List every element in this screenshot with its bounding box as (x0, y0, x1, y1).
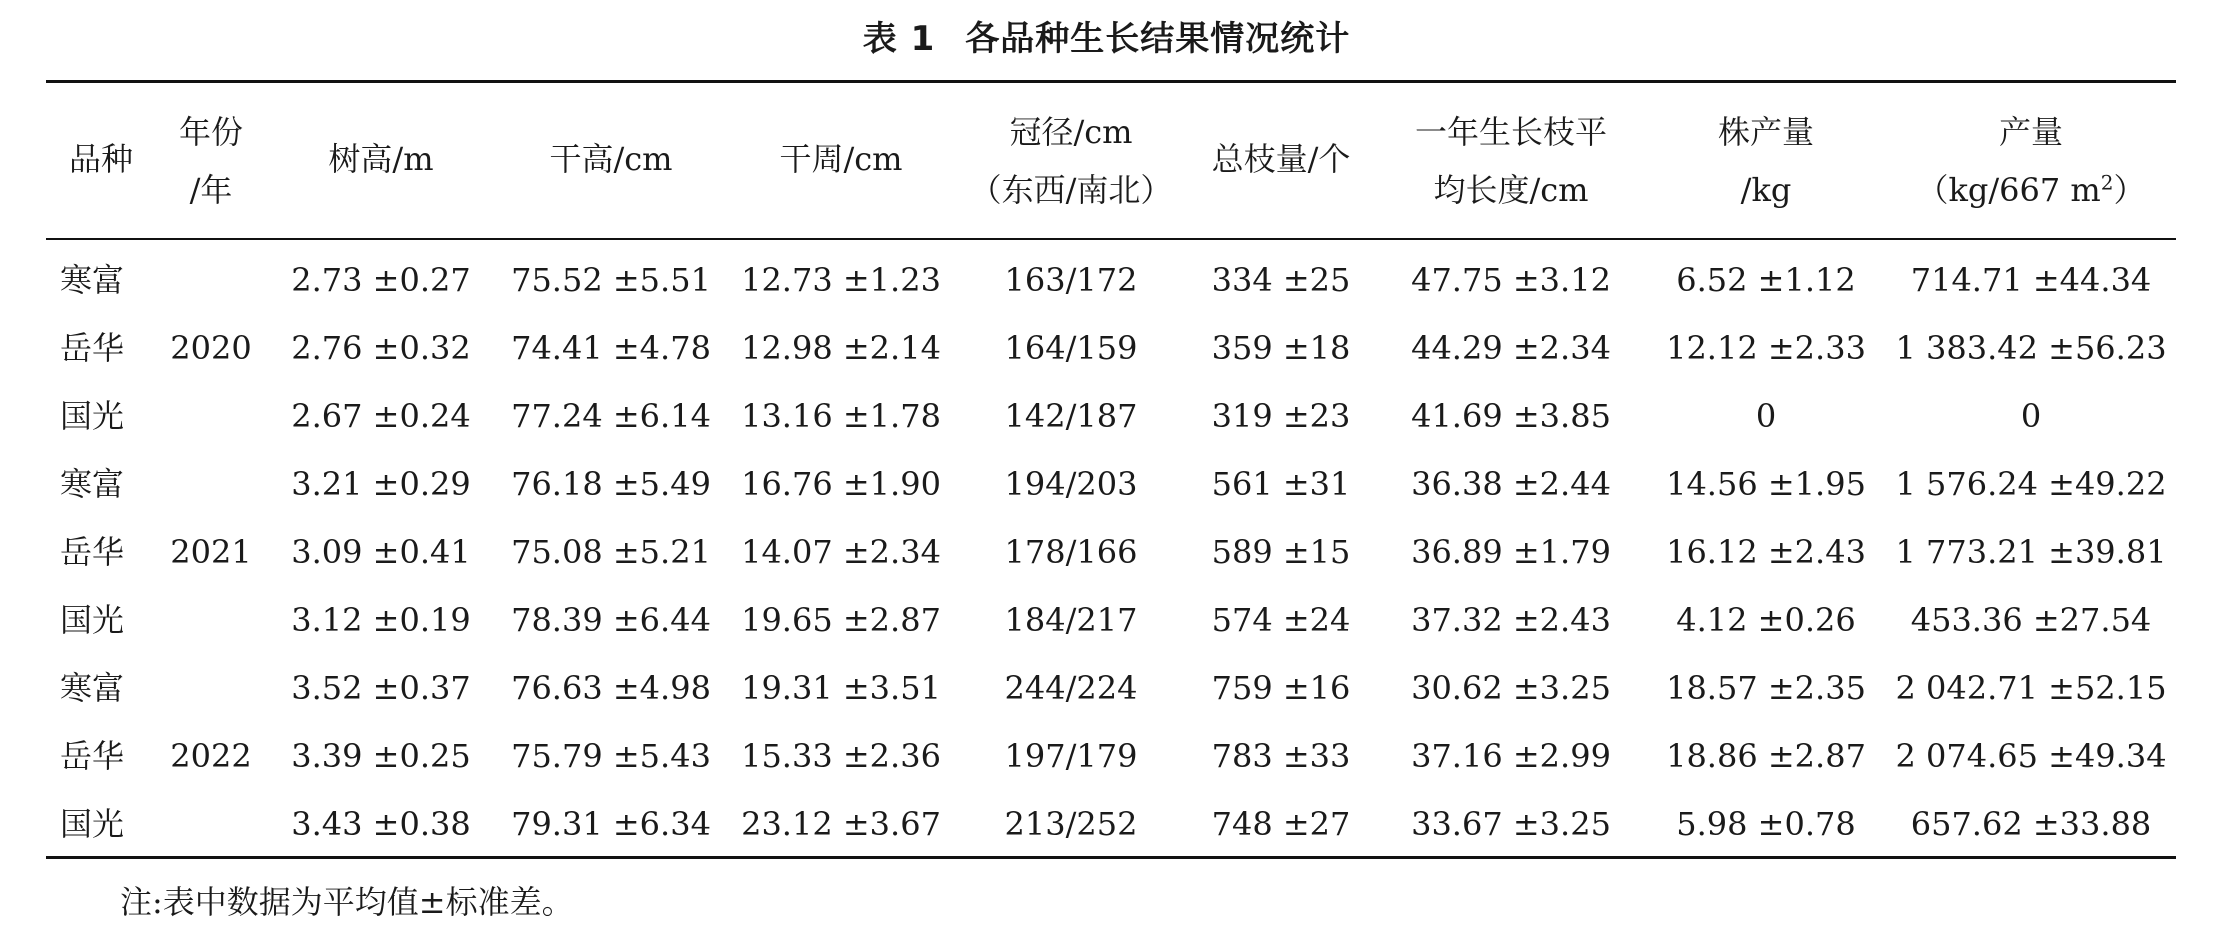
cell-branches: 561 ±31 (1211, 465, 1351, 503)
cell-yield: 1 383.42 ±56.23 (1895, 329, 2167, 367)
cell-trunk-girth: 19.31 ±3.51 (741, 669, 941, 707)
cell-trunk-girth: 14.07 ±2.34 (741, 533, 941, 571)
cell-variety: 国光 (60, 805, 125, 843)
table-title (0, 14, 2213, 64)
cell-year (156, 450, 266, 518)
cell-plant-yield: 6.52 ±1.12 (1676, 261, 1856, 299)
cell-plant-yield: 5.98 ±0.78 (1676, 805, 1856, 843)
cell-trunk-girth: 12.98 ±2.14 (741, 329, 941, 367)
cell-tree-height: 3.21 ±0.29 (291, 465, 471, 503)
cell-branches: 574 ±24 (1211, 601, 1351, 639)
cell-variety: 岳华 (60, 737, 125, 775)
cell-variety: 寒富 (60, 465, 125, 503)
cell-tree-height: 3.39 ±0.25 (291, 737, 471, 775)
cell-trunk-girth: 15.33 ±2.36 (741, 737, 941, 775)
cell-shoot-length: 44.29 ±2.34 (1411, 329, 1611, 367)
cell-crown: 164/159 (1004, 329, 1138, 367)
cell-shoot-length: 36.89 ±1.79 (1411, 533, 1611, 571)
cell-branches: 748 ±27 (1211, 805, 1351, 843)
cell-variety: 岳华 (60, 329, 125, 367)
cell-year (156, 586, 266, 654)
cell-plant-yield: 18.57 ±2.35 (1666, 669, 1866, 707)
cell-shoot-length: 41.69 ±3.85 (1411, 397, 1611, 435)
header-shoot-length: 一年生长枝平 均长度/cm (1414, 113, 1607, 209)
cell-shoot-length: 37.32 ±2.43 (1411, 601, 1611, 639)
header-trunk-girth: 干周/cm (779, 140, 903, 178)
cell-trunk-height: 76.18 ±5.49 (511, 465, 711, 503)
cell-trunk-height: 76.63 ±4.98 (511, 669, 711, 707)
cell-trunk-girth: 13.16 ±1.78 (741, 397, 941, 435)
cell-year (156, 654, 266, 722)
cell-yield: 714.71 ±44.34 (1910, 261, 2152, 299)
cell-crown: 213/252 (1004, 805, 1138, 843)
cell-branches: 589 ±15 (1211, 533, 1351, 571)
table-title-text: 各品种生长结果情况统计 (965, 19, 1351, 59)
cell-crown: 184/217 (1004, 601, 1138, 639)
cell-tree-height: 2.73 ±0.27 (291, 261, 471, 299)
cell-trunk-height: 75.52 ±5.51 (511, 261, 711, 299)
header-year: 年份 /年 (178, 113, 243, 209)
cell-yield: 1 576.24 ±49.22 (1895, 465, 2167, 503)
cell-crown: 178/166 (1004, 533, 1138, 571)
cell-trunk-girth: 16.76 ±1.90 (741, 465, 941, 503)
cell-trunk-height: 75.08 ±5.21 (511, 533, 711, 571)
header-trunk-height: 干高/cm (549, 140, 673, 178)
cell-year (156, 790, 266, 858)
header-crown-diameter: 冠径/cm （东西/南北） (969, 113, 1173, 209)
cell-crown: 163/172 (1004, 261, 1138, 299)
cell-trunk-height: 75.79 ±5.43 (511, 737, 711, 775)
cell-tree-height: 3.52 ±0.37 (291, 669, 471, 707)
cell-tree-height: 3.12 ±0.19 (291, 601, 471, 639)
cell-tree-height: 2.67 ±0.24 (291, 397, 471, 435)
cell-branches: 319 ±23 (1211, 397, 1351, 435)
cell-tree-height: 3.43 ±0.38 (291, 805, 471, 843)
cell-year: 2022 (170, 737, 252, 775)
cell-crown: 142/187 (1004, 397, 1138, 435)
cell-shoot-length: 36.38 ±2.44 (1411, 465, 1611, 503)
cell-tree-height: 3.09 ±0.41 (291, 533, 471, 571)
cell-trunk-girth: 12.73 ±1.23 (741, 261, 941, 299)
cell-shoot-length: 30.62 ±3.25 (1411, 669, 1611, 707)
cell-year (156, 246, 266, 314)
table-number: 表 1 (862, 19, 936, 59)
cell-branches: 359 ±18 (1211, 329, 1351, 367)
cell-variety: 岳华 (60, 533, 125, 571)
header-tree-height: 树高/m (328, 140, 434, 178)
cell-plant-yield: 12.12 ±2.33 (1666, 329, 1866, 367)
cell-branches: 783 ±33 (1211, 737, 1351, 775)
cell-trunk-height: 77.24 ±6.14 (511, 397, 711, 435)
cell-shoot-length: 47.75 ±3.12 (1411, 261, 1611, 299)
cell-plant-yield: 4.12 ±0.26 (1676, 601, 1856, 639)
cell-year: 2020 (170, 329, 252, 367)
table-note: 注:表中数据为平均值±标准差。 (120, 883, 574, 921)
header-variety: 品种 (68, 140, 133, 178)
cell-trunk-height: 78.39 ±6.44 (511, 601, 711, 639)
cell-trunk-girth: 19.65 ±2.87 (741, 601, 941, 639)
cell-year: 2021 (170, 533, 252, 571)
cell-yield: 453.36 ±27.54 (1910, 601, 2152, 639)
cell-variety: 国光 (60, 397, 125, 435)
header-plant-yield: 株产量 /kg (1717, 113, 1814, 209)
cell-plant-yield: 16.12 ±2.43 (1666, 533, 1866, 571)
header-rule (46, 238, 2176, 240)
top-rule (46, 80, 2176, 83)
cell-year (156, 382, 266, 450)
cell-plant-yield: 18.86 ±2.87 (1666, 737, 1866, 775)
header-total-branches: 总枝量/个 (1211, 140, 1351, 178)
cell-yield: 1 773.21 ±39.81 (1895, 533, 2167, 571)
cell-trunk-girth: 23.12 ±3.67 (741, 805, 941, 843)
cell-crown: 197/179 (1004, 737, 1138, 775)
header-yield: 产量 （kg/667 $m^2$） (1916, 113, 2146, 209)
cell-plant-yield: 14.56 ±1.95 (1666, 465, 1866, 503)
cell-branches: 334 ±25 (1211, 261, 1351, 299)
cell-shoot-length: 37.16 ±2.99 (1411, 737, 1611, 775)
cell-crown: 244/224 (1004, 669, 1138, 707)
cell-variety: 国光 (60, 601, 125, 639)
cell-trunk-height: 74.41 ±4.78 (511, 329, 711, 367)
cell-yield: 2 074.65 ±49.34 (1895, 737, 2167, 775)
cell-crown: 194/203 (1004, 465, 1138, 503)
cell-yield: 657.62 ±33.88 (1910, 805, 2152, 843)
cell-branches: 759 ±16 (1211, 669, 1351, 707)
cell-plant-yield: 0 (1755, 397, 1777, 435)
cell-variety: 寒富 (60, 669, 125, 707)
cell-yield: 0 (2020, 397, 2042, 435)
cell-yield: 2 042.71 ±52.15 (1895, 669, 2167, 707)
cell-tree-height: 2.76 ±0.32 (291, 329, 471, 367)
cell-variety: 寒富 (60, 261, 125, 299)
cell-shoot-length: 33.67 ±3.25 (1411, 805, 1611, 843)
cell-trunk-height: 79.31 ±6.34 (511, 805, 711, 843)
